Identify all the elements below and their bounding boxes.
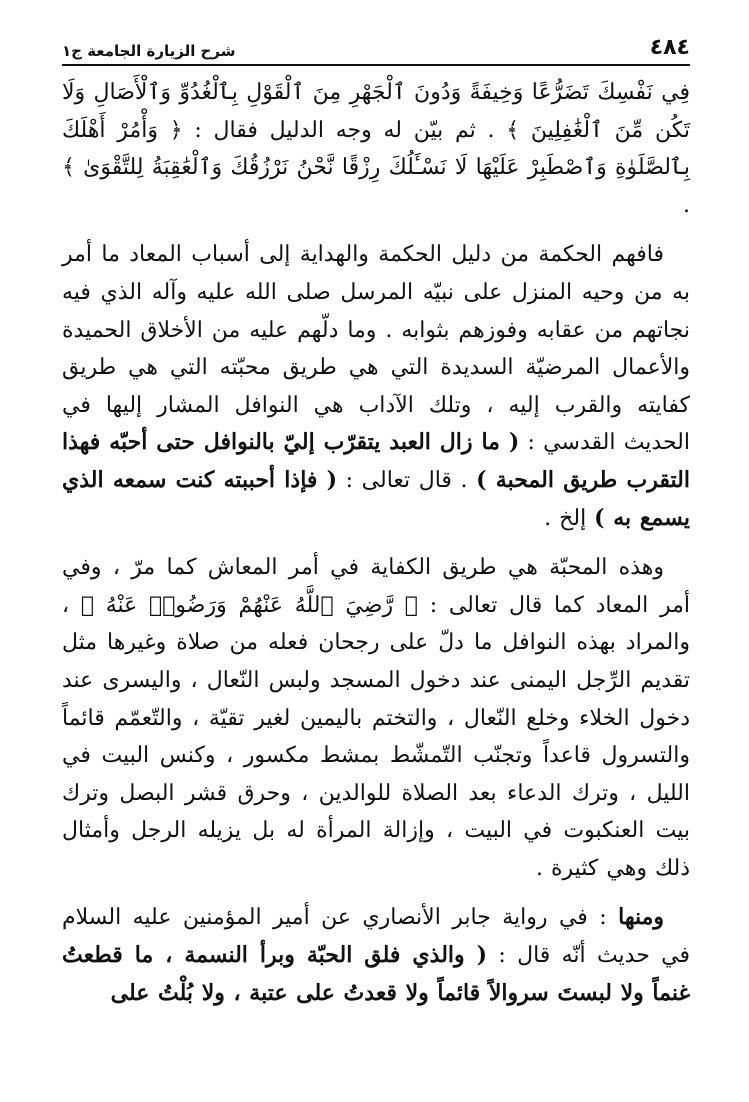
paragraph-text: فافهم الحكمة من دليل الحكمة والهداية إلى أسباب المعاد ما أمر به من وحيه المنزل على نبيّه المرسل صلى الله عليه وآله الذي فيه نجاتهم من عقابه وفوزهم بثوابه . وما دلّهم عليه من الأخلاق الحميدة والأعمال المرضيّة السديدة التي هي طريق محبّته التي هي طريق كفايته والقرب إليه ، وتلك الآداب هي النوافل المشار إليها في الحديث القدسي :: [62, 242, 690, 456]
paragraph-text: وهذه المحبّة هي طريق الكفاية في أمر المعاش كما مرّ ، وفي أمر المعاد كما قال تعالى : ﴿ رَّضِيَ ٱللَّهُ عَنْهُمْ وَرَضُوا۟ عَنْهُ ﴾ ، والمراد بهذه النوافل ما دلّ على رجحان فعله من صلاة وغيرها مثل تقديم الرِّجل اليمنى عند دخول المسجد ولبس النّعال ، واليسرى عند دخول الخلاء وخلع النّعال ، والتختم باليمين لغير تقيّة ، والتّعمّم قائماً والتسرول قاعداً وتجنّب التّمشّط بمشط مكسور ، وكنس البيت في الليل ، وترك الدعاء بعد الصلاة للوالدين ، وحرق قشر البصل وترك بيت العنكبوت في البيت ، وإزالة المرأة له بل يزيله الرجل وأمثال ذلك وهي كثيرة .: [62, 555, 690, 881]
page-number: ٤٨٤: [649, 35, 690, 60]
paragraph-text: . قال تعالى :: [337, 467, 477, 493]
paragraph-text: : في رواية جابر الأنصاري عن أمير المؤمنين عليه السلام في حديث أنّه قال :: [62, 905, 691, 969]
paragraph-2: [62, 236, 690, 537]
paragraph-4: [62, 899, 690, 1012]
book-page: [62, 22, 690, 1092]
paragraph-text: إلخ .: [544, 505, 595, 531]
page-body: [62, 74, 690, 1012]
paragraph-1: [62, 74, 690, 224]
running-title: شرح الزيارة الجامعة ج١: [62, 42, 236, 60]
paragraph-3: [62, 549, 690, 887]
hadith-quote-bold: ( فإذا أحببته كنت سمعه الذي يسمع به ): [62, 466, 690, 531]
page-header: [62, 22, 690, 66]
section-lead-bold: ومنها: [618, 904, 664, 931]
quran-verse-text: فِي نَفْسِكَ تَضَرُّعًا وَخِيفَةً وَدُونَ ٱلْجَهْرِ مِنَ ٱلْقَوْلِ بِٱلْغُدُوِّ وَٱلْأَصَالِ وَلَا تَكُن مِّنَ ٱلْغَٰفِلِينَ ﴾ . ثم بيّن له وجه الدليل فقال : ﴿ وَأْمُرْ أَهْلَكَ بِٱلصَّلَوٰةِ وَٱصْطَبِرْ عَلَيْهَا لَا نَسْـَٔلُكَ رِزْقًا نَّحْنُ نَرْزُقُكَ وَٱلْعَٰقِبَةُ لِلتَّقْوَىٰ ﴾ .: [62, 80, 690, 218]
hadith-quote-bold: ( والذي فلق الحبّة وبرأ النسمة ، ما قطعتُ غنماً ولا لبستَ سروالاً قائماً ولا قعدتُ على عتبة ، ولا بُلْتُ على: [62, 942, 690, 1006]
hadith-quote-bold: ( ما زال العبد يتقرّب إليّ بالنوافل حتى أحبّه فهذا التقرب طريق المحبة ): [62, 429, 690, 493]
